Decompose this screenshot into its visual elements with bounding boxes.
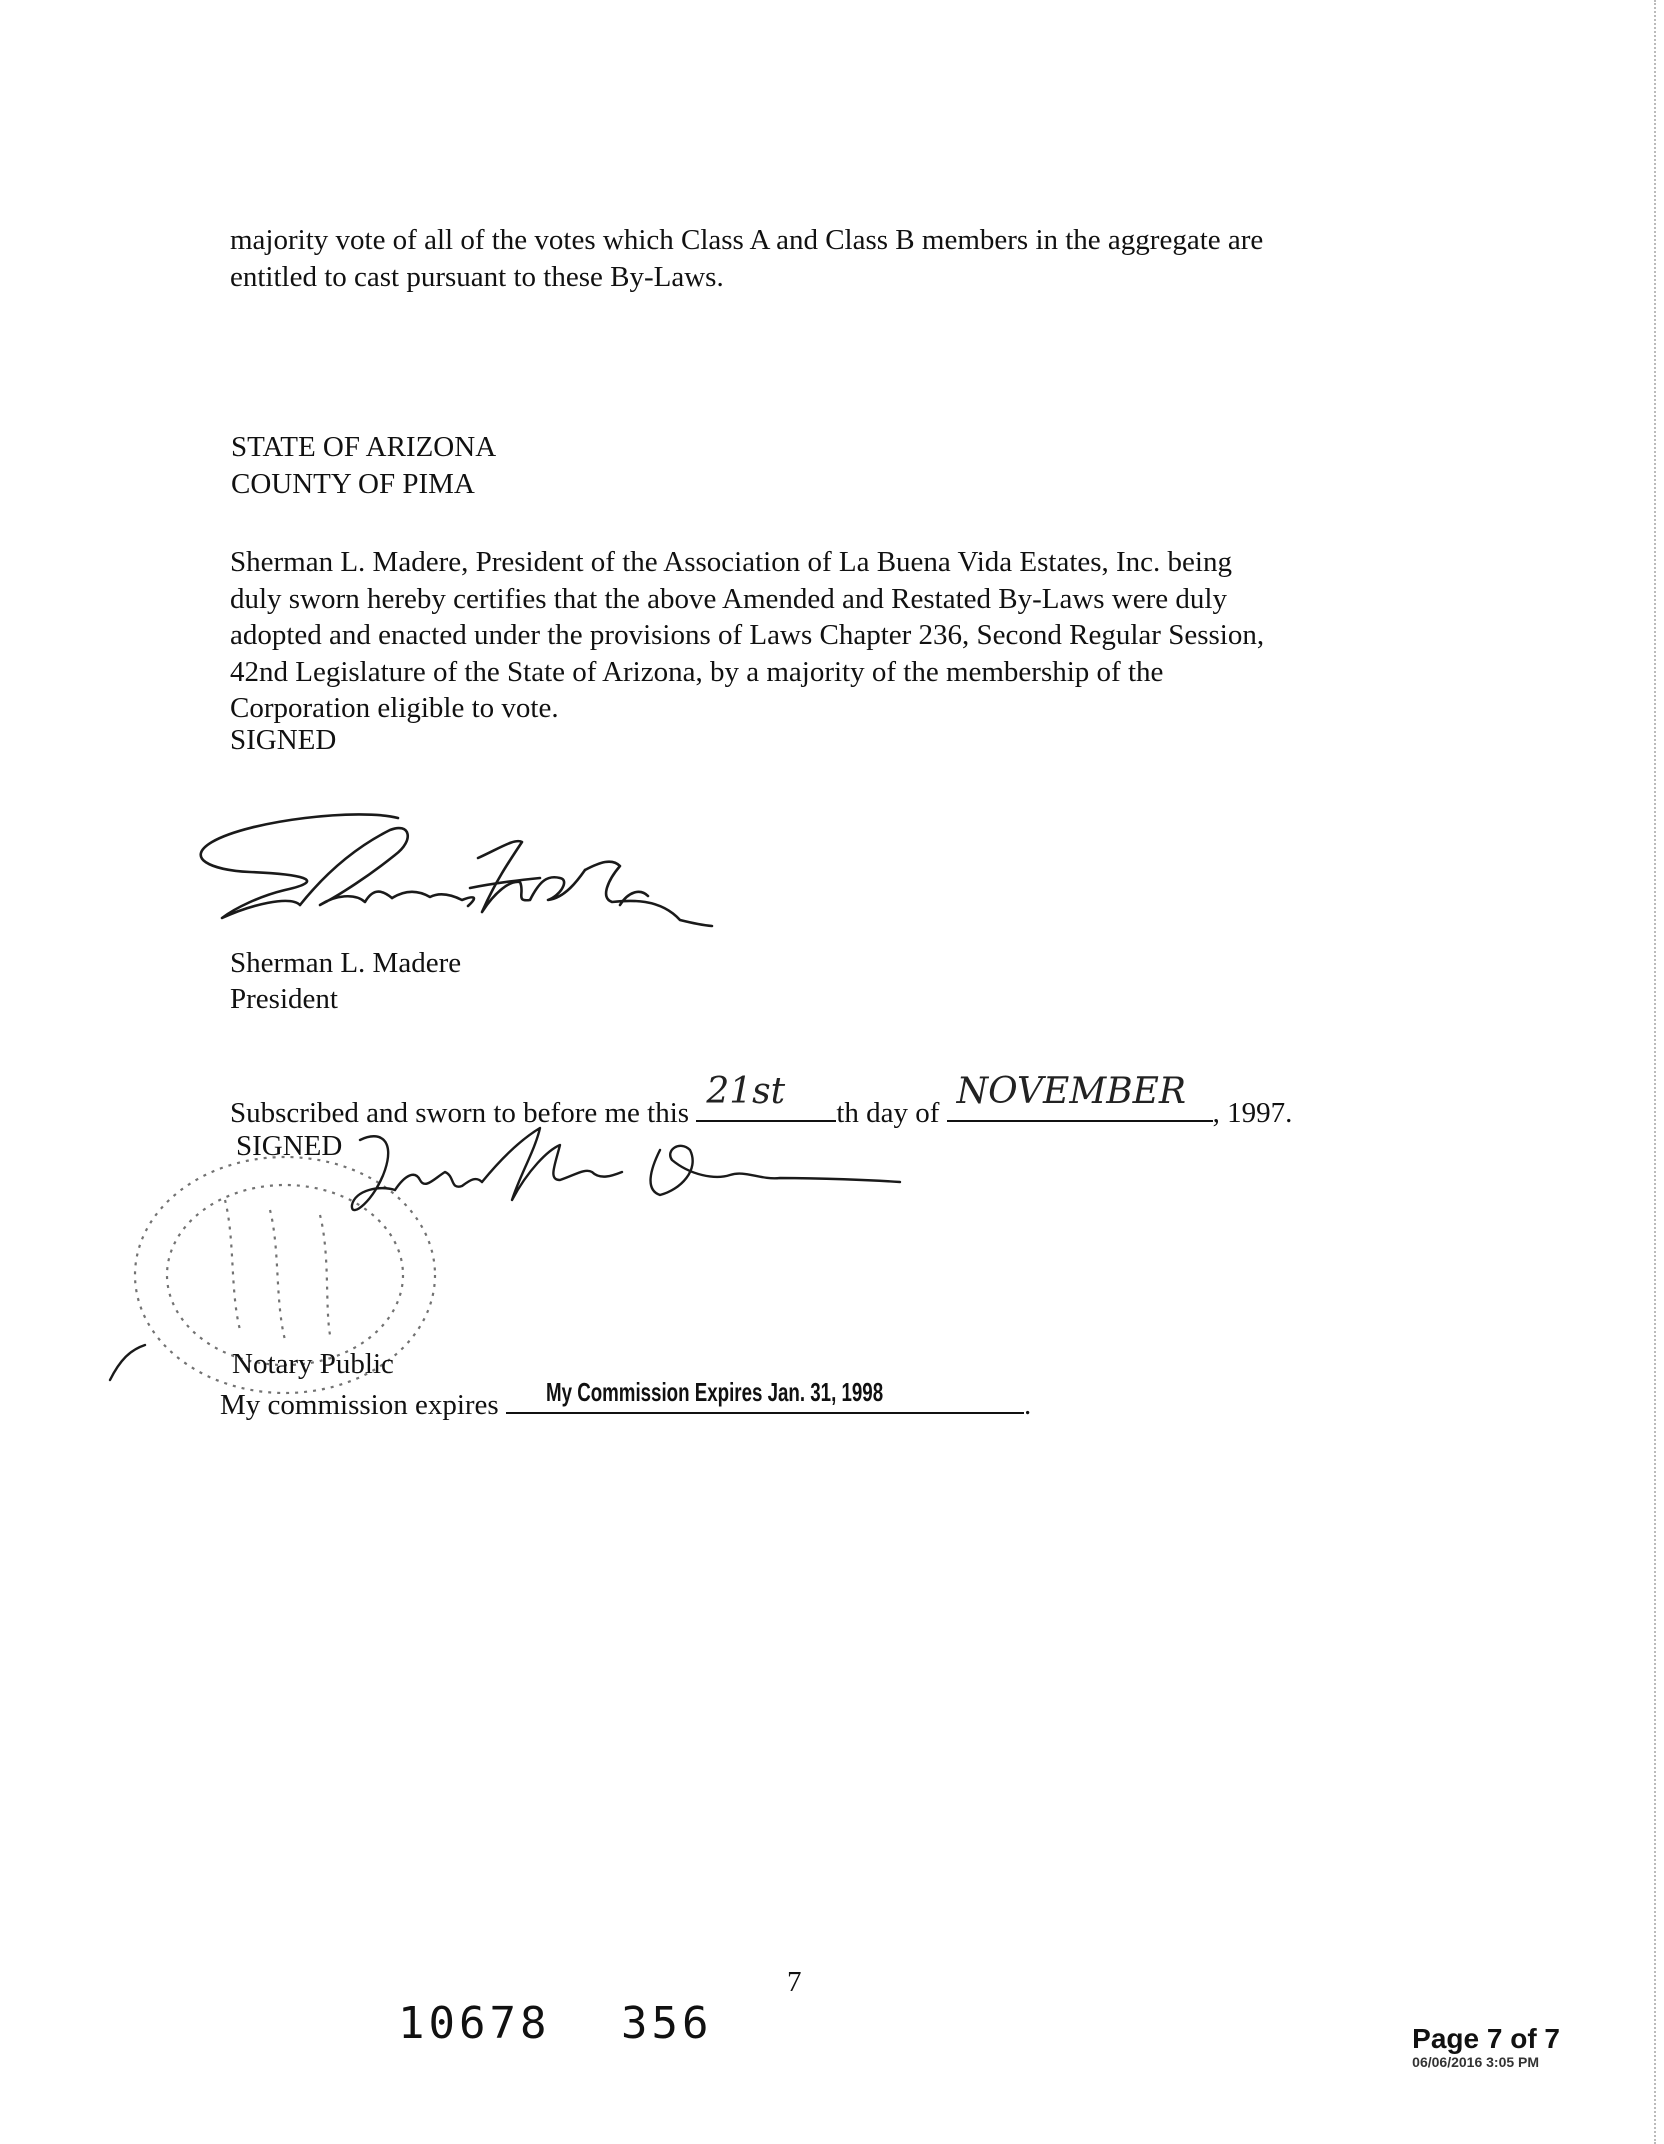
page-of-label: Page 7 of 7 [1412, 2023, 1560, 2054]
paragraph-top-line: majority vote of all of the votes which Class A and Class B members in the aggregate are [230, 224, 1264, 256]
certification-line: duly sworn hereby certifies that the above Amended and Restated By-Laws were duly [230, 582, 1227, 615]
signatory-title: President [230, 983, 338, 1015]
signed-label: SIGNED [230, 724, 337, 756]
docket-number: 10678 [398, 1998, 551, 2049]
certification-line: Sherman L. Madere, President of the Association of La Buena Vida Estates, Inc. being [230, 546, 1232, 578]
paragraph-top-line: entitled to cast pursuant to these By-Laws. [230, 260, 724, 293]
commission-stamp: My Commission Expires Jan. 31, 1998 [545, 1377, 884, 1407]
commission-blank [506, 1377, 1024, 1414]
jurat-month-handwritten: NOVEMBER [956, 1071, 1187, 1112]
page-footer [1412, 2024, 1560, 2070]
page-reference-number: 356 [621, 1998, 713, 2049]
jurat-suffix: , 1997. [1212, 1097, 1293, 1129]
venue-county: COUNTY OF PIMA [231, 468, 475, 500]
certification-line: Corporation eligible to vote. [230, 692, 559, 724]
notary-label: Notary Public [232, 1348, 394, 1380]
jurat-middle: th day of [836, 1097, 940, 1129]
jurat-prefix: Subscribed and sworn to before me this [230, 1097, 690, 1129]
signatory-name: Sherman L. Madere [230, 947, 462, 979]
print-timestamp: 06/06/2016 3:05 PM [1412, 2054, 1540, 2070]
commission-line [220, 1377, 1032, 1423]
notary-signed-label: SIGNED [236, 1130, 343, 1162]
certification-line: 42nd Legislature of the State of Arizona, by a majority of the membership of the [230, 655, 1164, 688]
jurat-day-handwritten: 21st [706, 1071, 786, 1112]
commission-prefix: My commission expires [220, 1389, 499, 1421]
venue-state: STATE OF ARIZONA [231, 431, 497, 463]
page-number: 7 [787, 1966, 802, 1998]
commission-suffix: . [1023, 1389, 1032, 1421]
certification-line: adopted and enacted under the provisions of Laws Chapter 236, Second Regular Session, [230, 619, 1265, 651]
